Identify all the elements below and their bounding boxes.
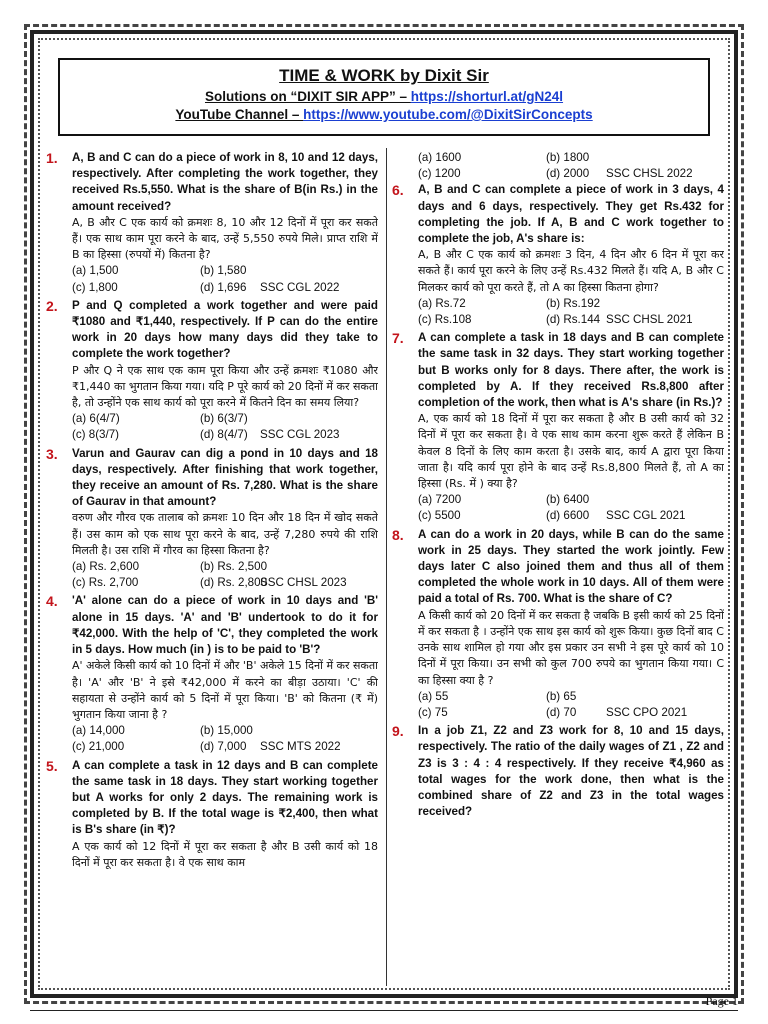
title-box <box>58 58 710 136</box>
column-divider <box>386 148 387 986</box>
question-text-hindi: A, B और C एक कार्य को क्रमशः 3 दिन, 4 दिन और 6 दिन में पूरा कर सकते हैं। कार्य पूरा करने के लिए उन्हें Rs.432 मिलते हैं। यदि A, B और C मिलकर कार्य को पूरा करते हैं, तो A का हिस्सा कितना होगा? <box>418 248 724 294</box>
option-a: (a) 55 <box>418 689 449 703</box>
option-d: (d) 8(4/7) <box>200 428 248 442</box>
question-number: 1. <box>46 150 58 166</box>
question-5 <box>46 758 378 871</box>
exam-tag: SSC CHSL 2021 <box>606 313 693 327</box>
option-d: (d) Rs. 2,800 <box>200 576 268 590</box>
question-text-hindi: A' अकेले किसी कार्य को 10 दिनों में और 'B' अकेले 15 दिनों में कर सकता है। 'A' और 'B' ने इसे ₹42,000 में करने का बीड़ा उठाया। 'C' की सहायता से उन्होंने कार्य को 5 दिनों में पूरा किया। 'B' को कितना (₹ में) भुगतान किया जाना है ? <box>72 659 378 721</box>
question-5-options <box>392 150 724 182</box>
question-8 <box>392 527 724 721</box>
left-column <box>46 150 378 990</box>
question-7 <box>392 330 724 524</box>
option-c: (c) 8(3/7) <box>72 428 120 442</box>
options <box>418 296 724 328</box>
question-text-hindi: P और Q ने एक साथ एक काम पूरा किया और उन्हें क्रमशः ₹1080 और ₹1,440 का भुगतान किया गया। यदि P पूरे कार्य को 20 दिनों में कर सकता है, तो उन्होंने एक साथ कार्य को पूरा करने में कितने दिन का समय लिया? <box>72 363 378 410</box>
question-1 <box>46 150 378 296</box>
option-b: (b) 65 <box>546 689 577 703</box>
question-text-english: A, B and C can do a piece of work in 8, 10 and 12 days, respectively. After completing the work together, they received Rs.5,550. What is the share of B(in Rs.) in the amount received? <box>72 151 378 213</box>
solutions-line <box>60 89 708 104</box>
question-number: 2. <box>46 297 58 314</box>
question-number: 8. <box>392 526 404 543</box>
question-text-english: A can do a work in 20 days, while B can do the same work in 25 days. They started the work jointly. Few days later C also joined them and thus all of them completed the whole work in 10 days. All of them were paid a total of Rs. 700. What is the share of C? <box>418 527 724 606</box>
option-b: (b) 1,580 <box>200 264 247 278</box>
option-d: (d) Rs.144 <box>546 313 601 327</box>
question-text-hindi: A, B और C एक कार्य को क्रमशः 8, 10 और 12 दिनों में पूरा कर सकते हैं। एक साथ काम पूरा करने के बाद, उन्हें 5,550 रुपये मिले। प्राप्त राशि में B का हिस्सा (रुपयों में) कितना है? <box>72 215 378 262</box>
option-d: (d) 2000 <box>546 167 590 181</box>
question-number: 4. <box>46 593 58 610</box>
question-text-hindi: A किसी कार्य को 20 दिनों में कर सकता है जबकि B इसी कार्य को 25 दिनों में कर सकता है । उन्होंने एक साथ इस कार्य को शुरू किया। कुछ दिनों बाद C उनके साथ शामिल हो गया और इस प्रकार उन सभी ने इस पूरे कार्य को 10 दिनों में पूरा किया। उन सभी को कुल 700 रुपये का भुगतान किया गया। C का हिस्सा क्या है ? <box>418 608 724 687</box>
youtube-label: YouTube Channel – <box>175 107 304 122</box>
page-number: Page 1 <box>705 994 738 1008</box>
options <box>72 723 378 755</box>
question-number: 7. <box>392 330 404 347</box>
question-4 <box>46 593 378 755</box>
question-text-english: P and Q completed a work together and were paid ₹1080 and ₹1,440, respectively. If P can do the entire work in 20 days how many days did they take to complete the work together? <box>72 298 378 361</box>
options <box>72 411 378 443</box>
right-column <box>392 150 724 990</box>
option-a: (a) 6(4/7) <box>72 412 120 426</box>
question-text-hindi: A, एक कार्य को 18 दिनों में पूरा कर सकता है और B उसी कार्य को 32 दिनों में पूरा कर सकता है। वे एक साथ काम करना शुरू करते हैं लेकिन B केवल 8 दिनों के लिए काम करता है। उसके बाद, कार्य A द्वारा पूरा किया जाता है। यदि कार्य पूरा होने के बाद उन्हें Rs.8,800 मिलते हैं, तो A का हिस्सा (Rs. में ) क्या है? <box>418 412 724 491</box>
options <box>72 559 378 591</box>
option-d: (d) 7,000 <box>200 740 247 754</box>
option-b: (b) Rs. 2,500 <box>200 560 268 574</box>
options <box>418 150 724 182</box>
option-c: (c) 75 <box>418 705 448 719</box>
option-a: (a) Rs. 2,600 <box>72 560 140 574</box>
question-text-english: A, B and C can complete a piece of work in 3 days, 4 days and 6 days, respectively. They get Rs.432 for completing the job. If A, B and C work together to complete the job, A's share is: <box>418 183 724 246</box>
options <box>72 263 378 295</box>
option-b: (b) 15,000 <box>200 724 253 738</box>
option-b: (b) Rs.192 <box>546 296 601 310</box>
page-title: TIME & WORK by Dixit Sir <box>279 66 489 85</box>
option-b: (b) 1800 <box>546 151 590 164</box>
solutions-label: Solutions on “DIXIT SIR APP” – <box>204 89 411 104</box>
option-a: (a) 1600 <box>418 151 462 164</box>
option-a: (a) 7200 <box>418 493 462 507</box>
option-c: (c) 5500 <box>418 509 461 523</box>
question-9 <box>392 723 724 820</box>
options <box>418 492 724 524</box>
question-number: 9. <box>392 723 404 740</box>
question-text-english: A can complete a task in 18 days and B can complete the same task in 32 days. They start working together but B works only for 8 days. There after, the work is completed by A. If they received Rs.8,800 after completion of the work, then what is A's share (in Rs.)? <box>418 331 724 410</box>
youtube-link[interactable]: https://www.youtube.com/@DixitSirConcepts <box>303 107 593 122</box>
option-c: (c) 1200 <box>418 167 461 181</box>
exam-tag: SSC CHSL 2022 <box>606 167 693 181</box>
question-text-english: In a job Z1, Z2 and Z3 work for 8, 10 and 15 days, respectively. The ratio of the daily wages of Z1 , Z2 and Z3 is 3 : 4 : 4 respectively. If they receive ₹4,960 as total wages for the work done, then what is the combined share of Z2 and Z3 in the total wages received? <box>418 724 724 819</box>
exam-tag: SSC CPO 2021 <box>606 705 688 719</box>
question-number: 6. <box>392 182 404 199</box>
option-c: (c) 1,800 <box>72 280 118 294</box>
question-number: 3. <box>46 445 58 462</box>
question-text-english: 'A' alone can do a piece of work in 10 days and 'B' alone in 15 days. 'A' and 'B' undertook to do it for ₹42,000. With the help of 'C', they completed the work in 5 days. How much (in ) is to be paid to 'B'? <box>72 594 378 657</box>
question-2 <box>46 298 378 444</box>
question-text-hindi: A एक कार्य को 12 दिनों में पूरा कर सकता है और B उसी कार्य को 18 दिनों में पूरा कर सकता है। वे एक साथ काम <box>72 839 378 869</box>
options <box>418 689 724 721</box>
question-3 <box>46 446 378 592</box>
exam-tag: SSC CHSL 2023 <box>260 576 347 590</box>
question-number: 5. <box>46 757 58 774</box>
footer-rule <box>30 1010 738 1011</box>
option-c: (c) 21,000 <box>72 740 125 754</box>
option-c: (c) Rs. 2,700 <box>72 576 139 590</box>
option-d: (d) 6600 <box>546 509 590 523</box>
option-a: (a) 1,500 <box>72 264 119 278</box>
exam-tag: SSC CGL 2021 <box>606 509 686 523</box>
question-text-english: A can complete a task in 12 days and B can complete the same task in 18 days. They start working together but A works for only 2 days. The remaining work is completed by B. If the total wage is ₹2,400, then what is B's share (in ₹)? <box>72 758 378 837</box>
exam-tag: SSC CGL 2023 <box>260 428 340 442</box>
option-b: (b) 6(3/7) <box>200 412 248 426</box>
solutions-link[interactable]: https://shorturl.at/gN24l <box>410 89 564 104</box>
question-text-english: Varun and Gaurav can dig a pond in 10 days and 18 days, respectively. After finishing that work together, they receive an amount of Rs. 7,280. What is the share of Gaurav in that amount? <box>72 446 378 509</box>
exam-tag: SSC CGL 2022 <box>260 280 340 294</box>
exam-tag: SSC MTS 2022 <box>260 740 341 754</box>
option-d: (d) 70 <box>546 705 577 719</box>
option-c: (c) Rs.108 <box>418 313 472 327</box>
option-a: (a) Rs.72 <box>418 296 466 310</box>
option-a: (a) 14,000 <box>72 724 125 738</box>
question-6 <box>392 182 724 328</box>
question-text-hindi: वरुण और गौरव एक तालाब को क्रमशः 10 दिन और 18 दिन में खोद सकते हैं। उस काम को एक साथ पूरा करने के बाद, उन्हें 7,280 रुपये की राशि मिलती है। उस राशि में गौरव का हिस्सा कितना है? <box>72 511 378 557</box>
option-b: (b) 6400 <box>546 493 590 507</box>
option-d: (d) 1,696 <box>200 280 247 294</box>
youtube-line <box>60 107 708 122</box>
